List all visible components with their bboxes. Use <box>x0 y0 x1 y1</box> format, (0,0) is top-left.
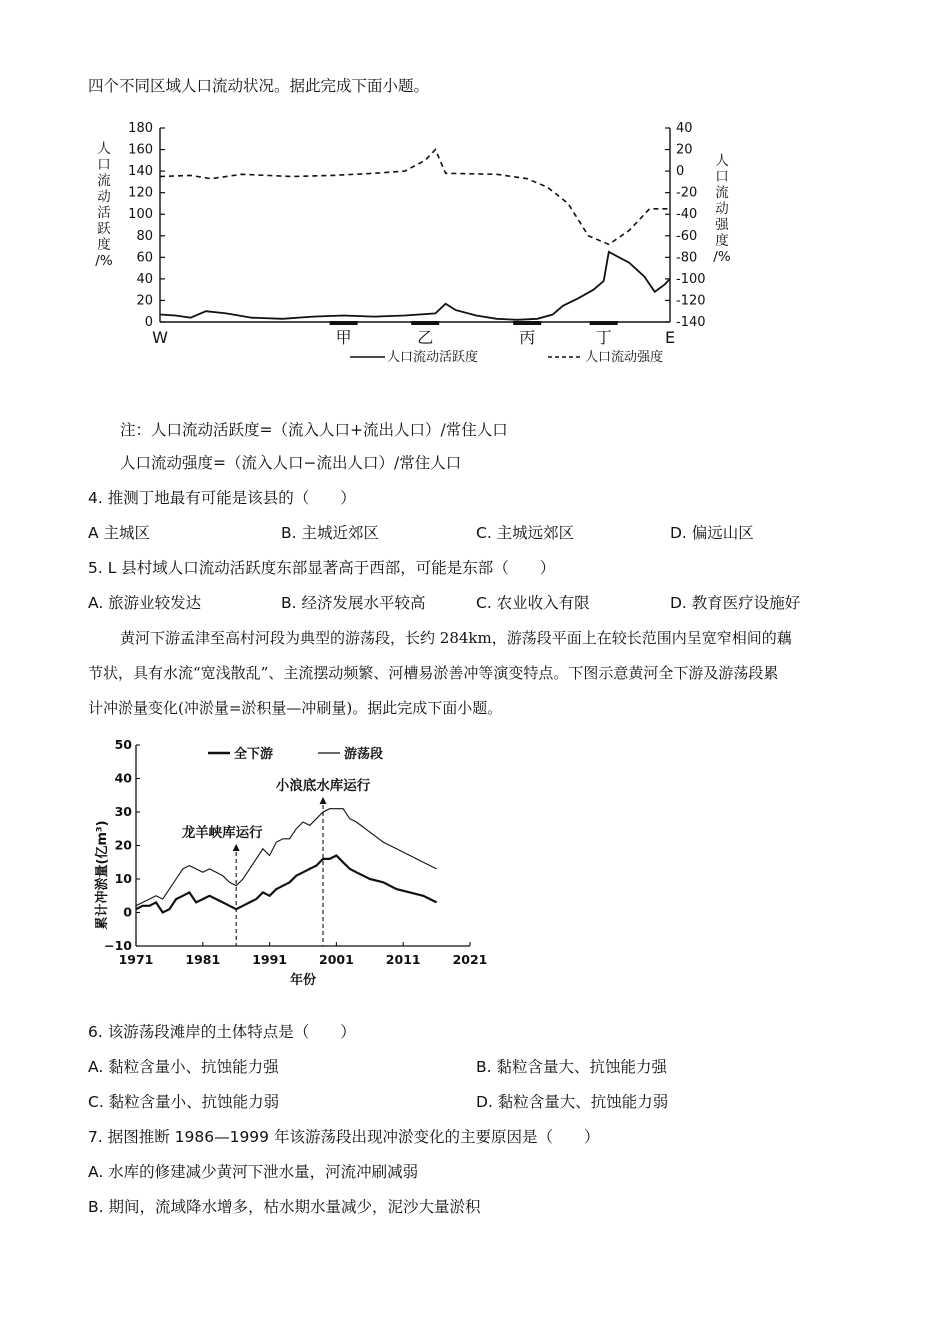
y-tick-label: −10 <box>104 938 132 953</box>
x-place-label: W <box>152 328 168 347</box>
right-tick-label: -60 <box>676 228 698 244</box>
svg-text:人口流动强度/%: 人口流动强度/% <box>713 153 731 265</box>
q6-option-b[interactable]: B. 黏粒含量大、抗蚀能力强 <box>476 1058 667 1076</box>
note-intensity: 人口流动强度=（流入人口−流出人口）/常住人口 <box>120 454 462 472</box>
q6-option-d[interactable]: D. 黏粒含量大、抗蚀能力弱 <box>476 1093 669 1111</box>
right-tick-label: -40 <box>676 207 698 223</box>
q5-option-a[interactable]: A. 旅游业较发达 <box>88 594 202 612</box>
q5-option-c[interactable]: C. 农业收入有限 <box>476 594 590 612</box>
annotation-arrow <box>320 797 327 804</box>
q7-stem: 7. 据图推断 1986—1999 年该游荡段出现冲淤变化的主要原因是（ ） <box>88 1128 600 1146</box>
right-tick-label: -20 <box>676 185 698 201</box>
x-place-label: 甲 <box>335 328 352 347</box>
legend-wandering-reach: 游荡段 <box>344 747 384 762</box>
right-tick-label: -120 <box>676 293 706 309</box>
left-axis-title <box>95 141 113 269</box>
left-tick-label: 180 <box>128 121 153 136</box>
chart1-legend <box>350 349 663 365</box>
q4-option-b[interactable]: B. 主城近郊区 <box>281 524 379 542</box>
para2-line2: 节状，具有水流“宽浅散乱”、主流摆动频繁、河槽易淤善冲等演变特点。下图示意黄河全下游及游荡段累 <box>88 664 779 682</box>
intensity-line <box>160 150 670 245</box>
note-activity: 注：人口流动活跃度=（流入人口+流出人口）/常住人口 <box>120 421 508 439</box>
left-tick-label: 40 <box>136 271 153 287</box>
legend-full-downstream: 全下游 <box>234 747 274 762</box>
right-axis-title <box>713 153 731 265</box>
q5-stem: 5. L 县村域人口流动活跃度东部显著高于西部，可能是东部（ ） <box>88 559 556 577</box>
right-tick-label: 40 <box>676 121 693 136</box>
place-marker <box>330 321 358 325</box>
left-tick-label: 100 <box>128 207 153 223</box>
sediment-chart <box>88 735 488 995</box>
y-tick-label: 30 <box>114 804 132 819</box>
left-tick-label: 60 <box>136 250 153 266</box>
y-tick-label: 50 <box>114 737 132 752</box>
x-place-label: 丙 <box>519 328 536 347</box>
q5-option-d[interactable]: D. 教育医疗设施好 <box>670 594 801 612</box>
population-flow-chart <box>80 115 731 375</box>
x-place-label: 丁 <box>595 328 612 347</box>
left-tick-label: 120 <box>128 185 153 201</box>
left-tick-label: 80 <box>136 228 153 244</box>
x-tick-label: 2001 <box>319 952 354 967</box>
x-place-label: E <box>664 328 676 347</box>
chart2-y-label: 累计冲淤量(亿m³) <box>95 820 110 930</box>
x-tick-label: 1971 <box>118 952 154 967</box>
q6-stem: 6. 该游荡段滩岸的土体特点是（ ） <box>88 1023 356 1041</box>
x-tick-label: 1981 <box>185 952 221 967</box>
q4-option-a[interactable]: A 主城区 <box>88 524 151 542</box>
right-tick-label: 0 <box>676 164 685 180</box>
right-tick-label: -80 <box>676 250 698 266</box>
x-tick-label: 2021 <box>452 952 488 967</box>
left-tick-label: 20 <box>136 293 153 309</box>
annotation-label: 龙羊峡库运行 <box>181 825 263 841</box>
y-tick-label: 10 <box>114 871 132 886</box>
left-tick-label: 140 <box>128 164 153 180</box>
right-tick-label: -100 <box>676 271 706 287</box>
left-tick-label: 160 <box>128 142 153 158</box>
annotation-label: 小浪底水库运行 <box>275 778 371 794</box>
right-tick-label: -140 <box>676 315 706 330</box>
svg-text:人口流动活跃度/%: 人口流动活跃度/% <box>95 141 113 269</box>
chart2-x-label: 年份 <box>289 973 317 988</box>
para2-line1: 黄河下游孟津至高村河段为典型的游荡段，长约 284km，游荡段平面上在较长范围内呈宽窄相间的藕 <box>120 629 792 647</box>
place-marker <box>513 321 541 325</box>
legend-activity: 人口流动活跃度 <box>387 350 479 365</box>
chart2-legend <box>208 746 383 762</box>
q4-option-c[interactable]: C. 主城远郊区 <box>476 524 575 542</box>
q7-option-b[interactable]: B. 期间，流域降水增多，枯水期水量减少，泥沙大量淤积 <box>88 1198 481 1216</box>
place-marker <box>411 321 439 325</box>
q4-stem: 4. 推测丁地最有可能是该县的（ ） <box>88 489 356 507</box>
place-marker <box>590 321 618 325</box>
q4-option-d[interactable]: D. 偏远山区 <box>670 524 754 542</box>
x-tick-label: 2011 <box>385 952 421 967</box>
left-tick-label: 0 <box>144 315 153 330</box>
y-tick-label: 20 <box>114 837 132 853</box>
q6-option-c[interactable]: C. 黏粒含量小、抗蚀能力弱 <box>88 1093 280 1111</box>
y-tick-label: 40 <box>114 770 132 786</box>
legend-intensity: 人口流动强度 <box>585 350 664 365</box>
q6-option-a[interactable]: A. 黏粒含量小、抗蚀能力强 <box>88 1058 279 1076</box>
q5-option-b[interactable]: B. 经济发展水平较高 <box>281 594 426 612</box>
y-tick-label: 0 <box>123 904 132 920</box>
intro-text: 四个不同区域人口流动状况。据此完成下面小题。 <box>88 77 430 95</box>
x-place-label: 乙 <box>417 328 434 347</box>
para2-line3: 计冲淤量变化(冲淤量=淤积量—冲刷量)。据此完成下面小题。 <box>88 699 503 717</box>
annotation-arrow <box>233 844 240 851</box>
right-tick-label: 20 <box>676 142 693 158</box>
wandering-reach-line <box>136 856 437 913</box>
x-tick-label: 1991 <box>252 952 287 967</box>
q7-option-a[interactable]: A. 水库的修建减少黄河下泄水量，河流冲刷减弱 <box>88 1163 419 1181</box>
activity-line <box>160 252 670 320</box>
full-downstream-line <box>136 809 437 906</box>
